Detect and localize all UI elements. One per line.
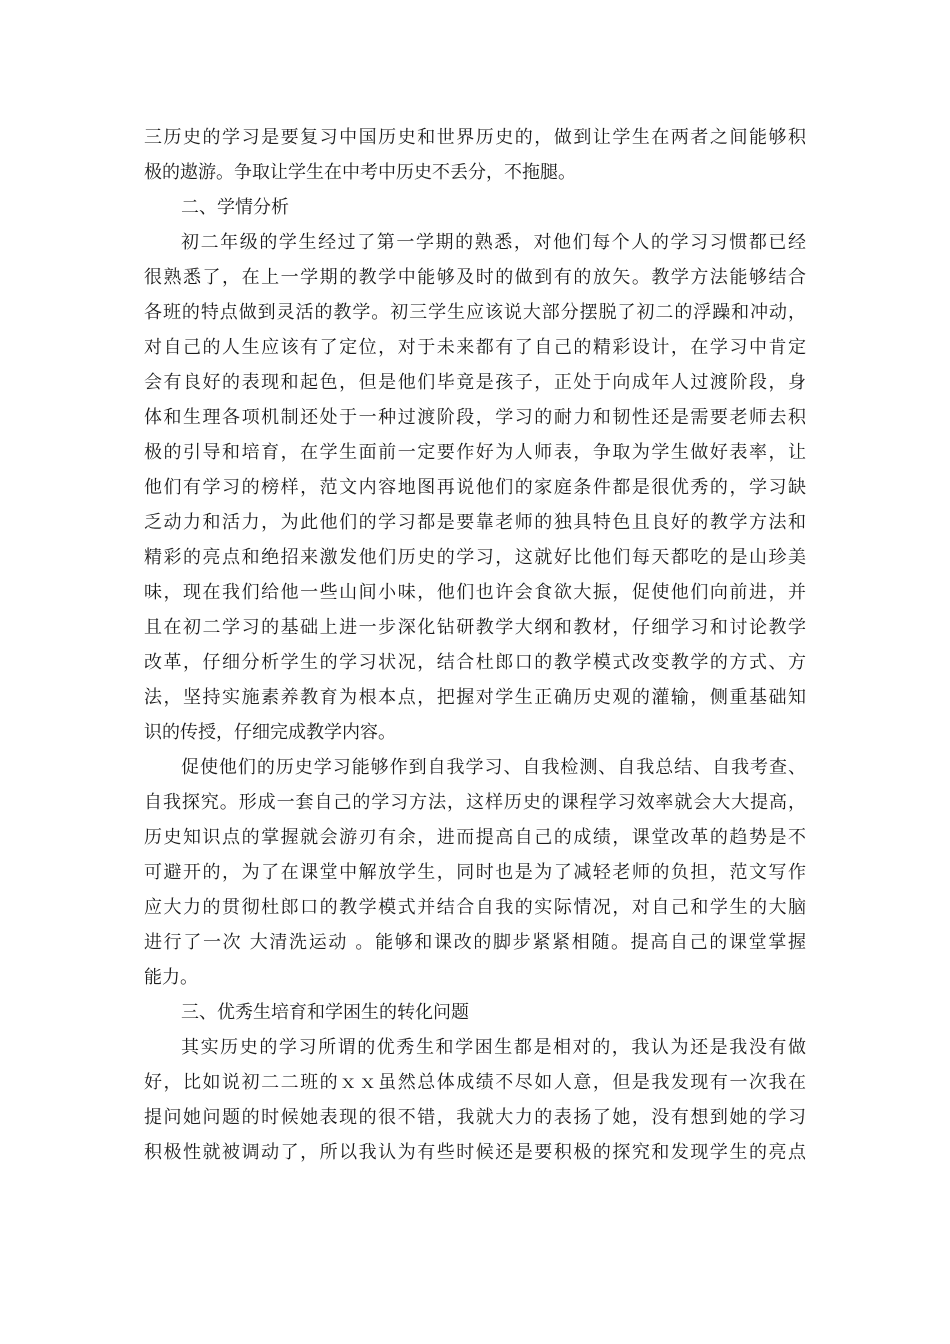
text-line: 初二年级的学生经过了第一学期的熟悉，对他们每个人的学习习惯都已经 (181, 232, 806, 253)
text-line: 体和生理各项机制还处于一种过渡阶段，学习的耐力和韧性还是需要老师去积 (144, 407, 806, 428)
text-line: 促使他们的历史学习能够作到自我学习、自我检测、自我总结、自我考查、 (181, 757, 806, 778)
text-line: 他们有学习的榜样，范文内容地图再说他们的家庭条件都是很优秀的，学习缺 (144, 477, 806, 498)
text-line: 提问她问题的时候她表现的很不错，我就大力的表扬了她，没有想到她的学习 (144, 1107, 806, 1128)
text-line: 好，比如说初二二班的ｘｘ虽然总体成绩不尽如人意，但是我发现有一次我在 (144, 1072, 806, 1093)
text-line: 三历史的学习是要复习中国历史和世界历史的，做到让学生在两者之间能够积 (144, 127, 806, 148)
text-line: 识的传授，仔细完成教学内容。 (144, 722, 396, 743)
text-line: 会有良好的表现和起色，但是他们毕竟是孩子，正处于向成年人过渡阶段，身 (144, 372, 806, 393)
document-body (144, 120, 806, 1170)
text-line: 味，现在我们给他一些山间小味，他们也许会食欲大振，促使他们向前进，并 (144, 582, 806, 603)
text-line: 其实历史的学习所谓的优秀生和学困生都是相对的，我认为还是我没有做 (181, 1037, 806, 1058)
text-line: 进行了一次 大清洗运动 。能够和课改的脚步紧紧相随。提高自己的课堂掌握 (144, 932, 806, 953)
text-line: 且在初二学习的基础上进一步深化钻研教学大纲和教材，仔细学习和讨论教学 (144, 617, 806, 638)
text-line: 积极性就被调动了，所以我认为有些时候还是要积极的探究和发现学生的亮点 (144, 1142, 806, 1163)
text-line: 很熟悉了，在上一学期的教学中能够及时的做到有的放矢。教学方法能够结合 (144, 267, 806, 288)
text-line: 历史知识点的掌握就会游刃有余，进而提高自己的成绩，课堂改革的趋势是不 (144, 827, 806, 848)
text-line: 精彩的亮点和绝招来激发他们历史的学习，这就好比他们每天都吃的是山珍美 (144, 547, 806, 568)
text-line: 改革，仔细分析学生的学习状况，结合杜郎口的教学模式改变教学的方式、方 (144, 652, 806, 673)
text-line: 极的遨游。争取让学生在中考中历史不丢分，不拖腿。 (144, 162, 576, 183)
text-line: 法，坚持实施素养教育为根本点，把握对学生正确历史观的灌输，侧重基础知 (144, 687, 806, 708)
text-line: 极的引导和培育，在学生面前一定要作好为人师表，争取为学生做好表率，让 (144, 442, 806, 463)
text-line: 三、优秀生培育和学困生的转化问题 (181, 1002, 469, 1023)
text-line: 对自己的人生应该有了定位，对于未来都有了自己的精彩设计，在学习中肯定 (144, 337, 806, 358)
text-line: 可避开的，为了在课堂中解放学生，同时也是为了减轻老师的负担，范文写作 (144, 862, 806, 883)
text-line: 二、学情分析 (181, 197, 289, 218)
text-line: 应大力的贯彻杜郎口的教学模式并结合自我的实际情况，对自己和学生的大脑 (144, 897, 806, 918)
text-line: 各班的特点做到灵活的教学。初三学生应该说大部分摆脱了初二的浮躁和冲动， (144, 302, 806, 323)
text-line: 乏动力和活力，为此他们的学习都是要靠老师的独具特色且良好的教学方法和 (144, 512, 806, 533)
text-line: 自我探究。形成一套自己的学习方法，这样历史的课程学习效率就会大大提高， (144, 792, 806, 813)
text-line: 能力。 (144, 967, 198, 988)
